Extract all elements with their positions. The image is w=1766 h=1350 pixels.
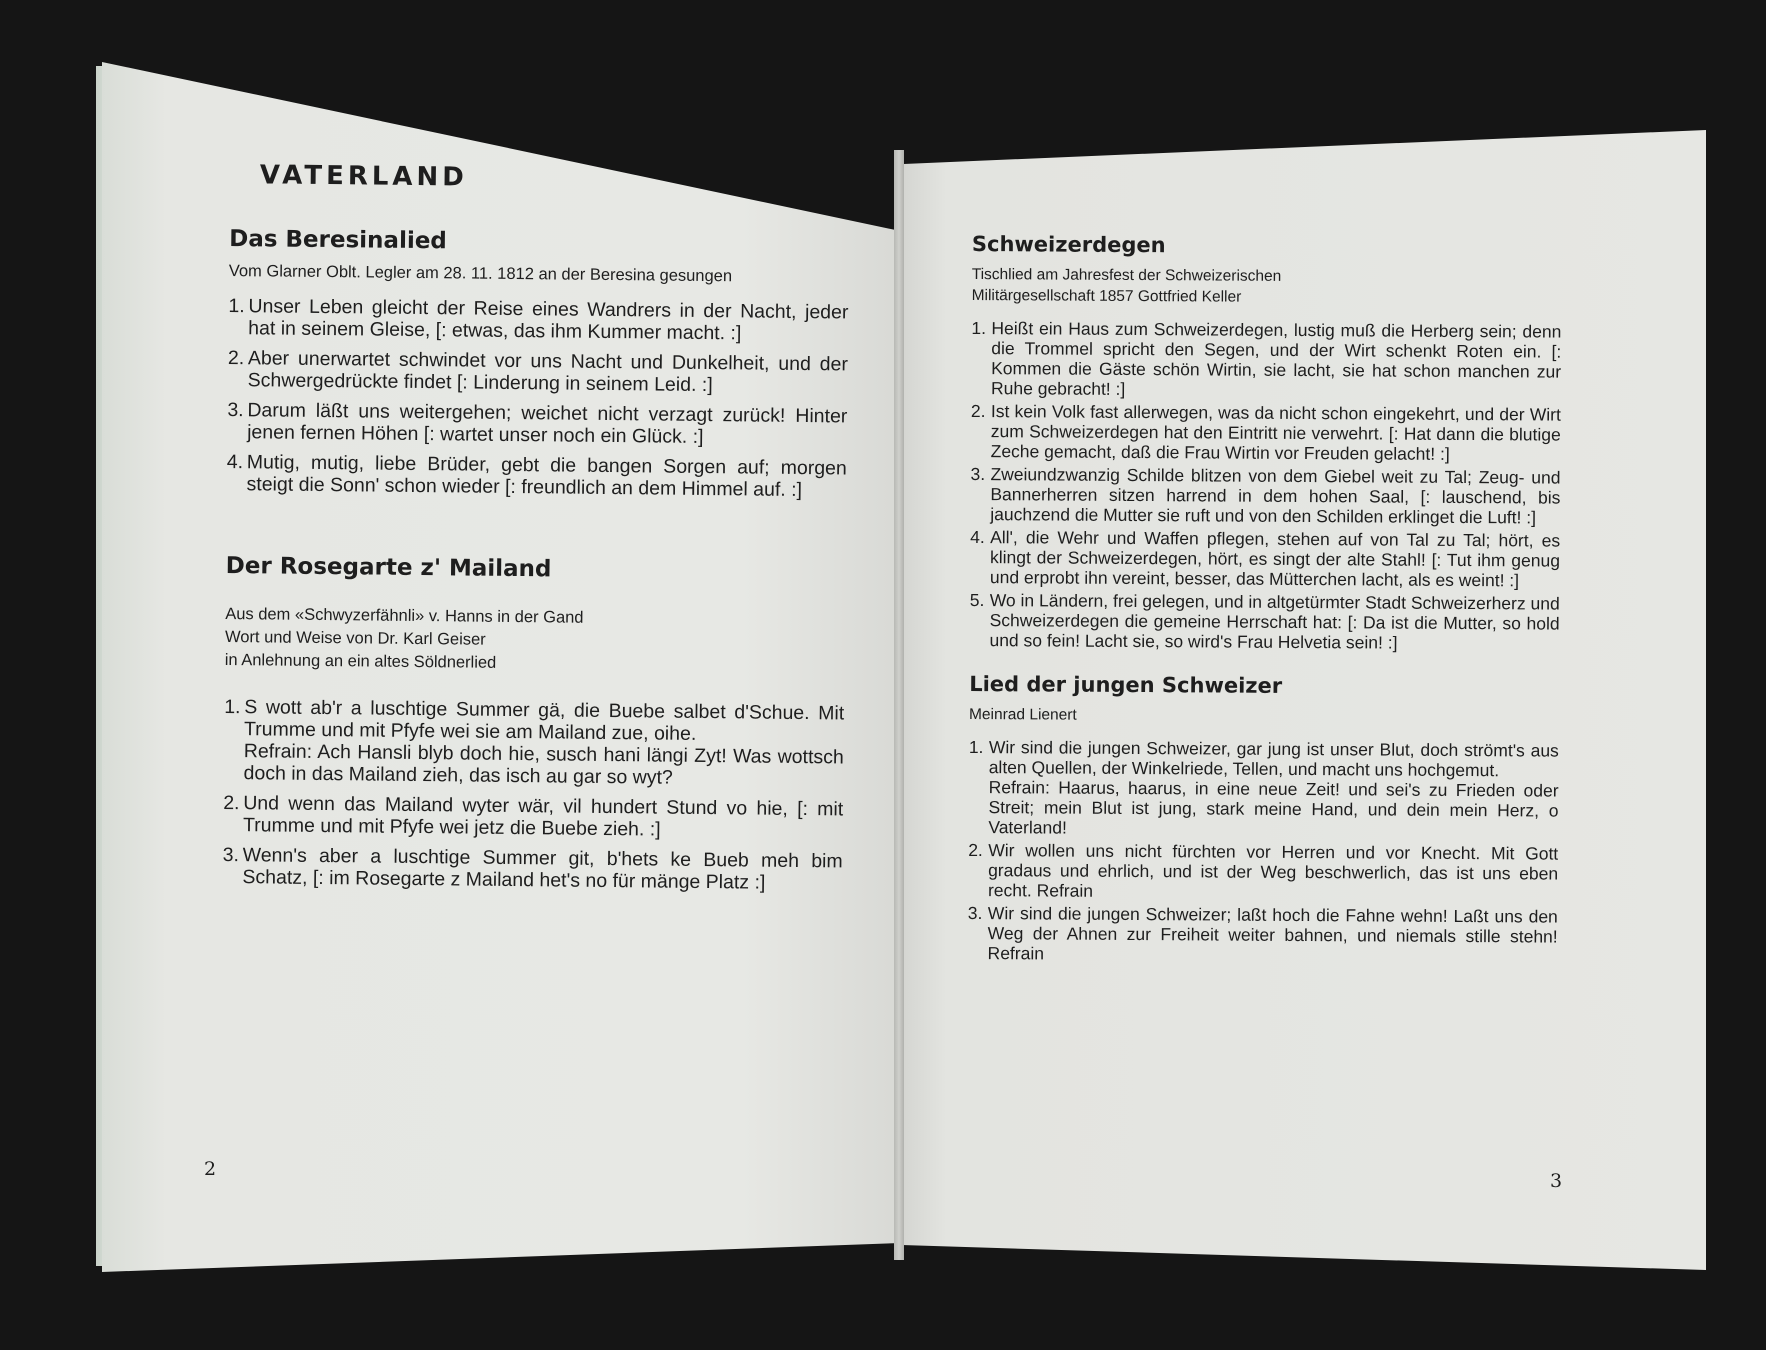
verse (969, 590, 1559, 654)
verse (968, 903, 1558, 967)
verse (971, 318, 1561, 402)
verse (968, 840, 1558, 904)
song-meta: Aus dem «Schwyzerfähnli» v. Hanns in der Gand Wort und Weise von Dr. Karl Geiser in Anlehnung an ein altes Söldnerlied (224, 604, 584, 672)
page-number: 2 (204, 1158, 217, 1180)
song-lied-der-jungen-schweizer (968, 672, 1560, 967)
song-schweizerdegen (969, 232, 1562, 654)
verse (223, 696, 844, 790)
verse (222, 844, 842, 894)
verse (228, 295, 848, 345)
verse-text: Unser Leben gleicht der Reise eines Wandrers in der Nacht, jeder hat in seinem Gleise, [: etwas, das ihm Kummer macht. :] (248, 295, 849, 345)
verse-text: Und wenn das Mailand wyter wär, vil hundert Stund vo hie, [: mit Trumme und mit Pfyfe wei jetz die Buebe zieh. :] (242, 792, 844, 841)
verse-text: Heißt ein Haus zum Schweizerdegen, lustig muß die Herberg sein; denn die Trommel spricht den Segen, und der Wirt schenkt Roten ein. [: Kommen die Gäste schön Wirtin, sie lacht, sie hat schon manchen zur Ruhe gebracht! :] (990, 318, 1562, 399)
verse-text: Wir sind die jungen Schweizer; laßt hoch die Fahne wehn! Laßt uns den Weg der Ahnen zur Freiheit weiter bahnen, und niemals stille stehn! Refrain (987, 903, 1558, 964)
verse-text: Wir sind die jungen Schweizer, gar jung ist unser Blut, doch strömt's aus alten Quellen, der Winkelriede, Tellen, und macht uns hochgemut. (988, 737, 1559, 781)
section-title: VATERLAND (259, 160, 469, 193)
refrain: Refrain: Ach Hansli blyb doch hie, susch hani längi Zyt! Was wottsch doch in das Mailand zieh, das isch au gar so wyt? (243, 740, 844, 789)
verse-number: 2. (968, 839, 983, 861)
song-title: Schweizerdegen (971, 232, 1166, 258)
verse-number: 2. (223, 791, 240, 815)
verse (968, 737, 1559, 841)
verse-text: Wenn's aber a luschtige Summer git, b'hets ke Bueb meh bim Schatz, [: im Rosegarte z Mailand het's no für mänge Platz :] (242, 844, 843, 894)
verse (223, 792, 843, 842)
verse (226, 451, 846, 501)
verse-number: 1. (228, 294, 245, 318)
verse-text: Mutig, mutig, liebe Brüder, gebt die bangen Sorgen auf; morgen steigt die Sonn' schon wieder [: freundlich an dem Himmel auf. :] (246, 451, 847, 502)
right-page-content (967, 232, 1562, 989)
refrain: Refrain: Haarus, haarus, in eine neue Zeit! und sei's zu Frieden oder Streit; mein Blut ist jung, stark meine Hand, und dein mein Herz, o Vaterland! (988, 777, 1559, 838)
song-meta: Vom Glarner Oblt. Legler am 28. 11. 1812 an der Beresina gesungen (228, 261, 733, 286)
song-title: Der Rosegarte z' Mailand (225, 552, 552, 583)
verse (970, 464, 1560, 528)
verse-text: All', die Wehr und Waffen pflegen, stehen auf von Tal zu Tal; hört, es klingt der Schweizerdegen, hört, es singt der alte Stahl! [: Tut ihm genug und erprobt ihn vereint, besser, das Mütterchen lacht, als es weint! :] (989, 527, 1561, 591)
verse-number: 4. (970, 526, 985, 548)
verse-text: Darum läßt uns weitergehen; weichet nicht verzagt zurück! Hinter jenen fernen Höhen [: wartet unser noch ein Glück. :] (247, 399, 848, 448)
verse-number: 3. (227, 398, 244, 422)
verse-number: 1. (968, 736, 984, 758)
verse-text: Zweiundzwanzig Schilde blitzen von dem Giebel weit zu Tal; Zeug- und Bannerherren sitzen harrend in dem hohen Saal, [: lauschend, bis jauchzend die Mutter sie ruft und von den Schilden erklinget die Luft! :] (990, 464, 1561, 528)
song-meta: Meinrad Lienert (969, 705, 1077, 724)
page-number: 3 (1550, 1170, 1563, 1192)
verse-number: 5. (969, 589, 985, 611)
verse-number: 3. (222, 843, 240, 867)
verse (227, 399, 847, 449)
verse-number: 3. (970, 463, 986, 485)
verse-number: 4. (226, 450, 244, 474)
song-meta: Tischlied am Jahresfest der Schweizerischen Militärgesellschaft 1857 Gottfried Keller (971, 265, 1282, 306)
verse-text: Wir wollen uns nicht fürchten vor Herren und vor Knecht. Mit Gott gradaus und ehrlich, und ist der Weg beschwerlich, das ist uns eben recht. Refrain (987, 840, 1559, 901)
verse (971, 401, 1561, 465)
song-title: Das Beresinalied (229, 225, 447, 255)
verse-number: 1. (224, 695, 241, 719)
verse-number: 1. (971, 317, 987, 339)
left-page-content (222, 160, 850, 916)
verse-number: 3. (967, 902, 983, 924)
verse-text: Aber unerwartet schwindet vor uns Nacht und Dunkelheit, und der Schwergedrückte findet [: Linderung in seinem Leid. :] (247, 347, 849, 397)
book-gutter (894, 150, 904, 1260)
verse-text: Wo in Ländern, frei gelegen, und in altgetürmter Stadt Schweizerherz und Schweizerdegen die gemeine Herrschaft hat: [: Da ist die Mutter, so hold und so fein! Lacht sie, so wird's Frau Helvetia sein! :] (989, 590, 1560, 653)
verse (228, 347, 848, 397)
verse (970, 527, 1560, 591)
verse-number: 2. (970, 400, 986, 422)
verse-text: Ist kein Volk fast allerwegen, was da nicht schon eingekehrt, und der Wirt zum Schweizerdegen hat den Eintritt nie verwehrt. [: Hat dann die blutige Zeche gemacht, daß die Frau Wirtin vor Freuden gelacht! :] (990, 401, 1561, 464)
verse-number: 2. (227, 346, 245, 370)
verse-text: S wott ab'r a luschtige Summer gä, die Buebe salbet d'Schue. Mit Trumme und mit Pfyfe wei sie am Mailand zue, oihe. (243, 696, 845, 745)
song-beresinalied (226, 226, 849, 501)
song-rosegarte (222, 553, 845, 894)
song-title: Lied der jungen Schweizer (969, 671, 1283, 698)
